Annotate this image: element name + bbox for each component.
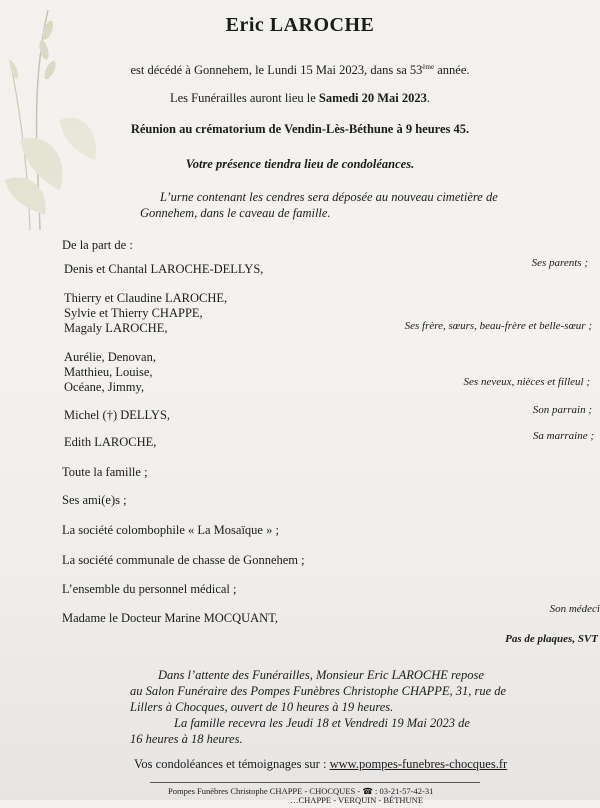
other-mourner: La société colombophile « La Mosaïque » ;	[62, 523, 279, 537]
funeral-website-link[interactable]: www.pompes-funebres-chocques.fr	[329, 757, 508, 771]
family-relation: Ses parents ;	[531, 257, 588, 269]
footer-divider	[150, 782, 480, 783]
urn-line-2: Gonnehem, dans le caveau de famille.	[140, 206, 331, 220]
announcement: est décédé à Gonnehem, le Lundi 15 Mai 2023, dans sa 53ème année.	[130, 63, 470, 78]
doctor-name: Madame le Docteur Marine MOCQUANT,	[62, 611, 279, 625]
urn-line-1: L’urne contenant les cendres sera déposée au nouveau cimetière de	[160, 190, 498, 204]
wheat-decoration	[0, 0, 110, 230]
deceased-name: Eric LAROCHE	[225, 14, 375, 36]
from-label: De la part de :	[62, 238, 133, 252]
footer-line-2: …CHAPPE - VERQUIN - BÉTHUNE	[290, 795, 424, 805]
other-mourner: Toute la famille ;	[62, 465, 148, 479]
doctor-relation: Son médeci	[549, 603, 600, 615]
family-relation: Son parrain ;	[532, 404, 592, 416]
no-plaques-note: Pas de plaques, SVT	[505, 633, 598, 645]
family-line: Denis et Chantal LAROCHE-DELLYS,	[64, 262, 264, 276]
family-line: Sylvie et Thierry CHAPPE,	[64, 306, 203, 320]
repose-line-3: Lillers à Chocques, ouvert de 10 heures à 19 heures.	[130, 700, 394, 714]
repose-line-4: La famille recevra les Jeudi 18 et Vendredi 19 Mai 2023 de	[174, 716, 470, 730]
family-relation: Sa marraine ;	[532, 430, 594, 442]
family-relation: Ses frère, sœurs, beau-frère et belle-sœur ;	[404, 320, 592, 332]
repose-line-2: au Salon Funéraire des Pompes Funèbres Christophe CHAPPE, 31, rue de	[130, 684, 507, 698]
other-mourner: L’ensemble du personnel médical ;	[62, 582, 237, 596]
family-line: Edith LAROCHE,	[64, 435, 157, 449]
family-line: Michel (†) DELLYS,	[64, 408, 171, 422]
other-mourner: Ses ami(e)s ;	[62, 493, 127, 507]
family-line: Océane, Jimmy,	[64, 380, 145, 394]
condolences-note: Votre présence tiendra lieu de condoléances.	[185, 157, 415, 171]
family-relation: Ses neveux, nièces et filleul ;	[463, 376, 590, 388]
repose-line-5: 16 heures à 18 heures.	[130, 732, 243, 746]
web-condolences: Vos condoléances et témoignages sur : www.pompes-funebres-chocques.fr	[134, 757, 508, 771]
family-line: Thierry et Claudine LAROCHE,	[64, 291, 228, 305]
repose-line-1: Dans l’attente des Funérailles, Monsieur Eric LAROCHE repose	[158, 668, 484, 682]
family-line: Magaly LAROCHE,	[64, 321, 168, 335]
footer-line-1: Pompes Funèbres Christophe CHAPPE - CHOCQUES - ☎ : 03-21-57-42-31	[168, 786, 434, 796]
crematorium-reunion: Réunion au crématorium de Vendin-Lès-Béthune à 9 heures 45.	[130, 122, 470, 136]
other-mourner: La société communale de chasse de Gonnehem ;	[62, 553, 305, 567]
family-line: Aurélie, Denovan,	[64, 350, 156, 364]
family-line: Matthieu, Louise,	[64, 365, 153, 379]
funerals-date: Les Funérailles auront lieu le Samedi 20 Mai 2023.	[169, 91, 431, 105]
